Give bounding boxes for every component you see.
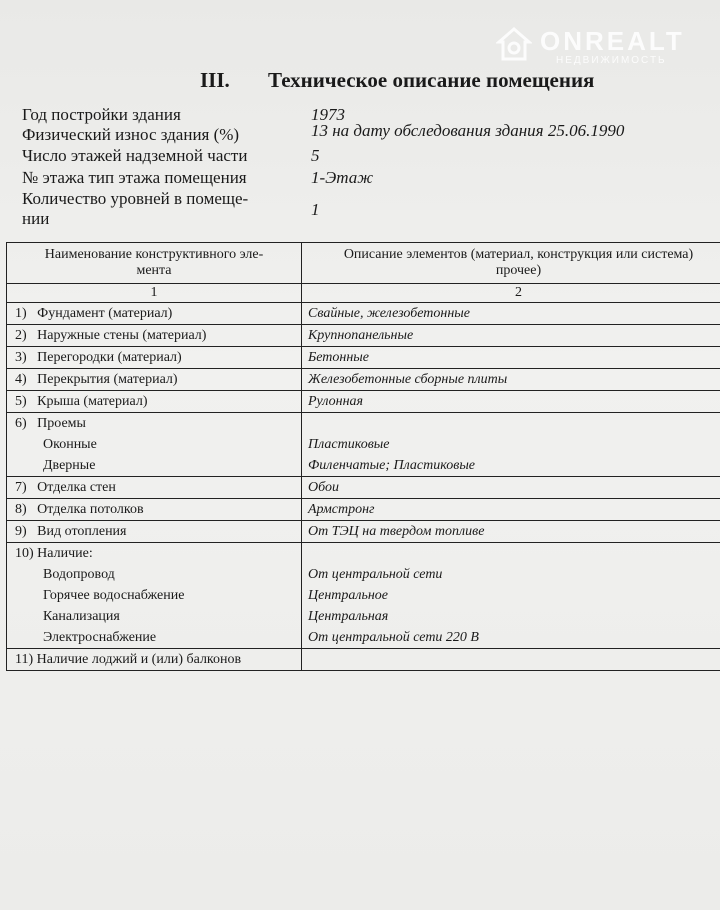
section-title-text: Техническое описание помещения <box>268 68 595 92</box>
utility-item-value: Центральная <box>308 609 389 624</box>
opening-item-value: Пластиковые <box>308 437 390 452</box>
utility-item-value: От центральной сети <box>308 567 443 582</box>
info-value-floors: 5 <box>311 146 320 165</box>
section-number: III. <box>200 68 230 92</box>
row-name: Наличие: <box>37 546 93 561</box>
table-row <box>7 391 720 413</box>
row-value: Крупнопанельные <box>302 325 720 347</box>
row-num: 5) <box>15 393 27 409</box>
row-num: 6) <box>15 416 27 431</box>
info-label-floors: Число этажей надземной части <box>22 146 248 165</box>
utility-item-name: Водопровод <box>43 567 115 582</box>
row-num: 11) <box>15 651 34 667</box>
row-name: Отделка стен <box>37 479 116 495</box>
opening-item-name: Оконные <box>43 437 97 452</box>
info-value-levels: 1 <box>311 200 320 219</box>
info-label-levels-2: нии <box>22 209 50 228</box>
table-header-row <box>7 243 720 284</box>
row-num: 8) <box>15 501 27 517</box>
table-row <box>7 347 720 369</box>
table-row-utilities <box>7 543 720 649</box>
info-label-levels-1: Количество уровней в помеще- <box>22 189 249 208</box>
table-row <box>7 303 720 325</box>
table-row <box>7 369 720 391</box>
row-num: 1) <box>15 305 27 321</box>
opening-item-name: Дверные <box>43 458 96 473</box>
column-number-1: 1 <box>7 284 302 303</box>
info-label-year: Год постройки здания <box>22 105 181 124</box>
row-value: Железобетонные сборные плиты <box>302 369 720 391</box>
row-num: 7) <box>15 479 27 495</box>
table-row <box>7 499 720 521</box>
row-value: От ТЭЦ на твердом топливе <box>302 521 720 543</box>
info-label-floor-type: № этажа тип этажа помещения <box>22 168 247 187</box>
row-num: 9) <box>15 523 27 539</box>
row-name: Крыша (материал) <box>37 393 148 409</box>
utility-item-value: Центральное <box>308 588 389 603</box>
column-number-2: 2 <box>302 284 720 303</box>
construction-elements-table <box>6 242 720 671</box>
row-name: Наружные стены (материал) <box>37 327 207 343</box>
info-value-floor-type: 1-Этаж <box>311 168 374 187</box>
row-name: Отделка потолков <box>37 501 144 517</box>
row-num: 10) <box>15 546 34 561</box>
row-value: Свайные, железобетонные <box>302 303 720 325</box>
row-value: Армстронг <box>302 499 720 521</box>
row-name: Вид отопления <box>37 523 127 539</box>
table-row <box>7 477 720 499</box>
opening-item-value: Филенчатые; Пластиковые <box>308 458 476 473</box>
table-row-openings <box>7 413 720 477</box>
row-value: Бетонные <box>302 347 720 369</box>
row-value: Рулонная <box>302 391 720 413</box>
table-column-numbers <box>7 284 720 303</box>
row-name: Проемы <box>37 416 86 431</box>
header-element-description: Описание элементов (материал, конструкция или система) прочее) <box>302 243 720 284</box>
utility-item-name: Горячее водоснабжение <box>43 588 185 603</box>
row-num: 4) <box>15 371 27 387</box>
table-row <box>7 649 720 671</box>
header-element-name: Наименование конструктивного эле- мента <box>7 243 302 284</box>
utility-item-name: Электроснабжение <box>43 630 157 645</box>
watermark-brand: ONREALT <box>540 26 685 56</box>
watermark-subtitle: НЕДВИЖИМОСТЬ <box>556 55 667 66</box>
row-name: Наличие лоджий и (или) балконов <box>36 651 242 667</box>
table-row <box>7 521 720 543</box>
section-title <box>0 64 720 98</box>
utility-item-name: Канализация <box>43 609 120 624</box>
row-name: Перегородки (материал) <box>37 349 182 365</box>
info-value-year: 1973 <box>311 105 345 124</box>
row-name: Перекрытия (материал) <box>37 371 178 387</box>
row-value: Обои <box>302 477 720 499</box>
info-label-wear: Физический износ здания (%) <box>22 125 240 144</box>
utility-item-value: От центральной сети 220 В <box>308 630 479 645</box>
info-value-wear: 13 на дату обследования здания 25.06.1990 <box>311 121 625 140</box>
row-num: 3) <box>15 349 27 365</box>
row-value <box>302 649 720 671</box>
house-logo-icon <box>496 26 532 62</box>
table-row <box>7 325 720 347</box>
row-num: 2) <box>15 327 27 343</box>
row-name: Фундамент (материал) <box>37 305 173 321</box>
